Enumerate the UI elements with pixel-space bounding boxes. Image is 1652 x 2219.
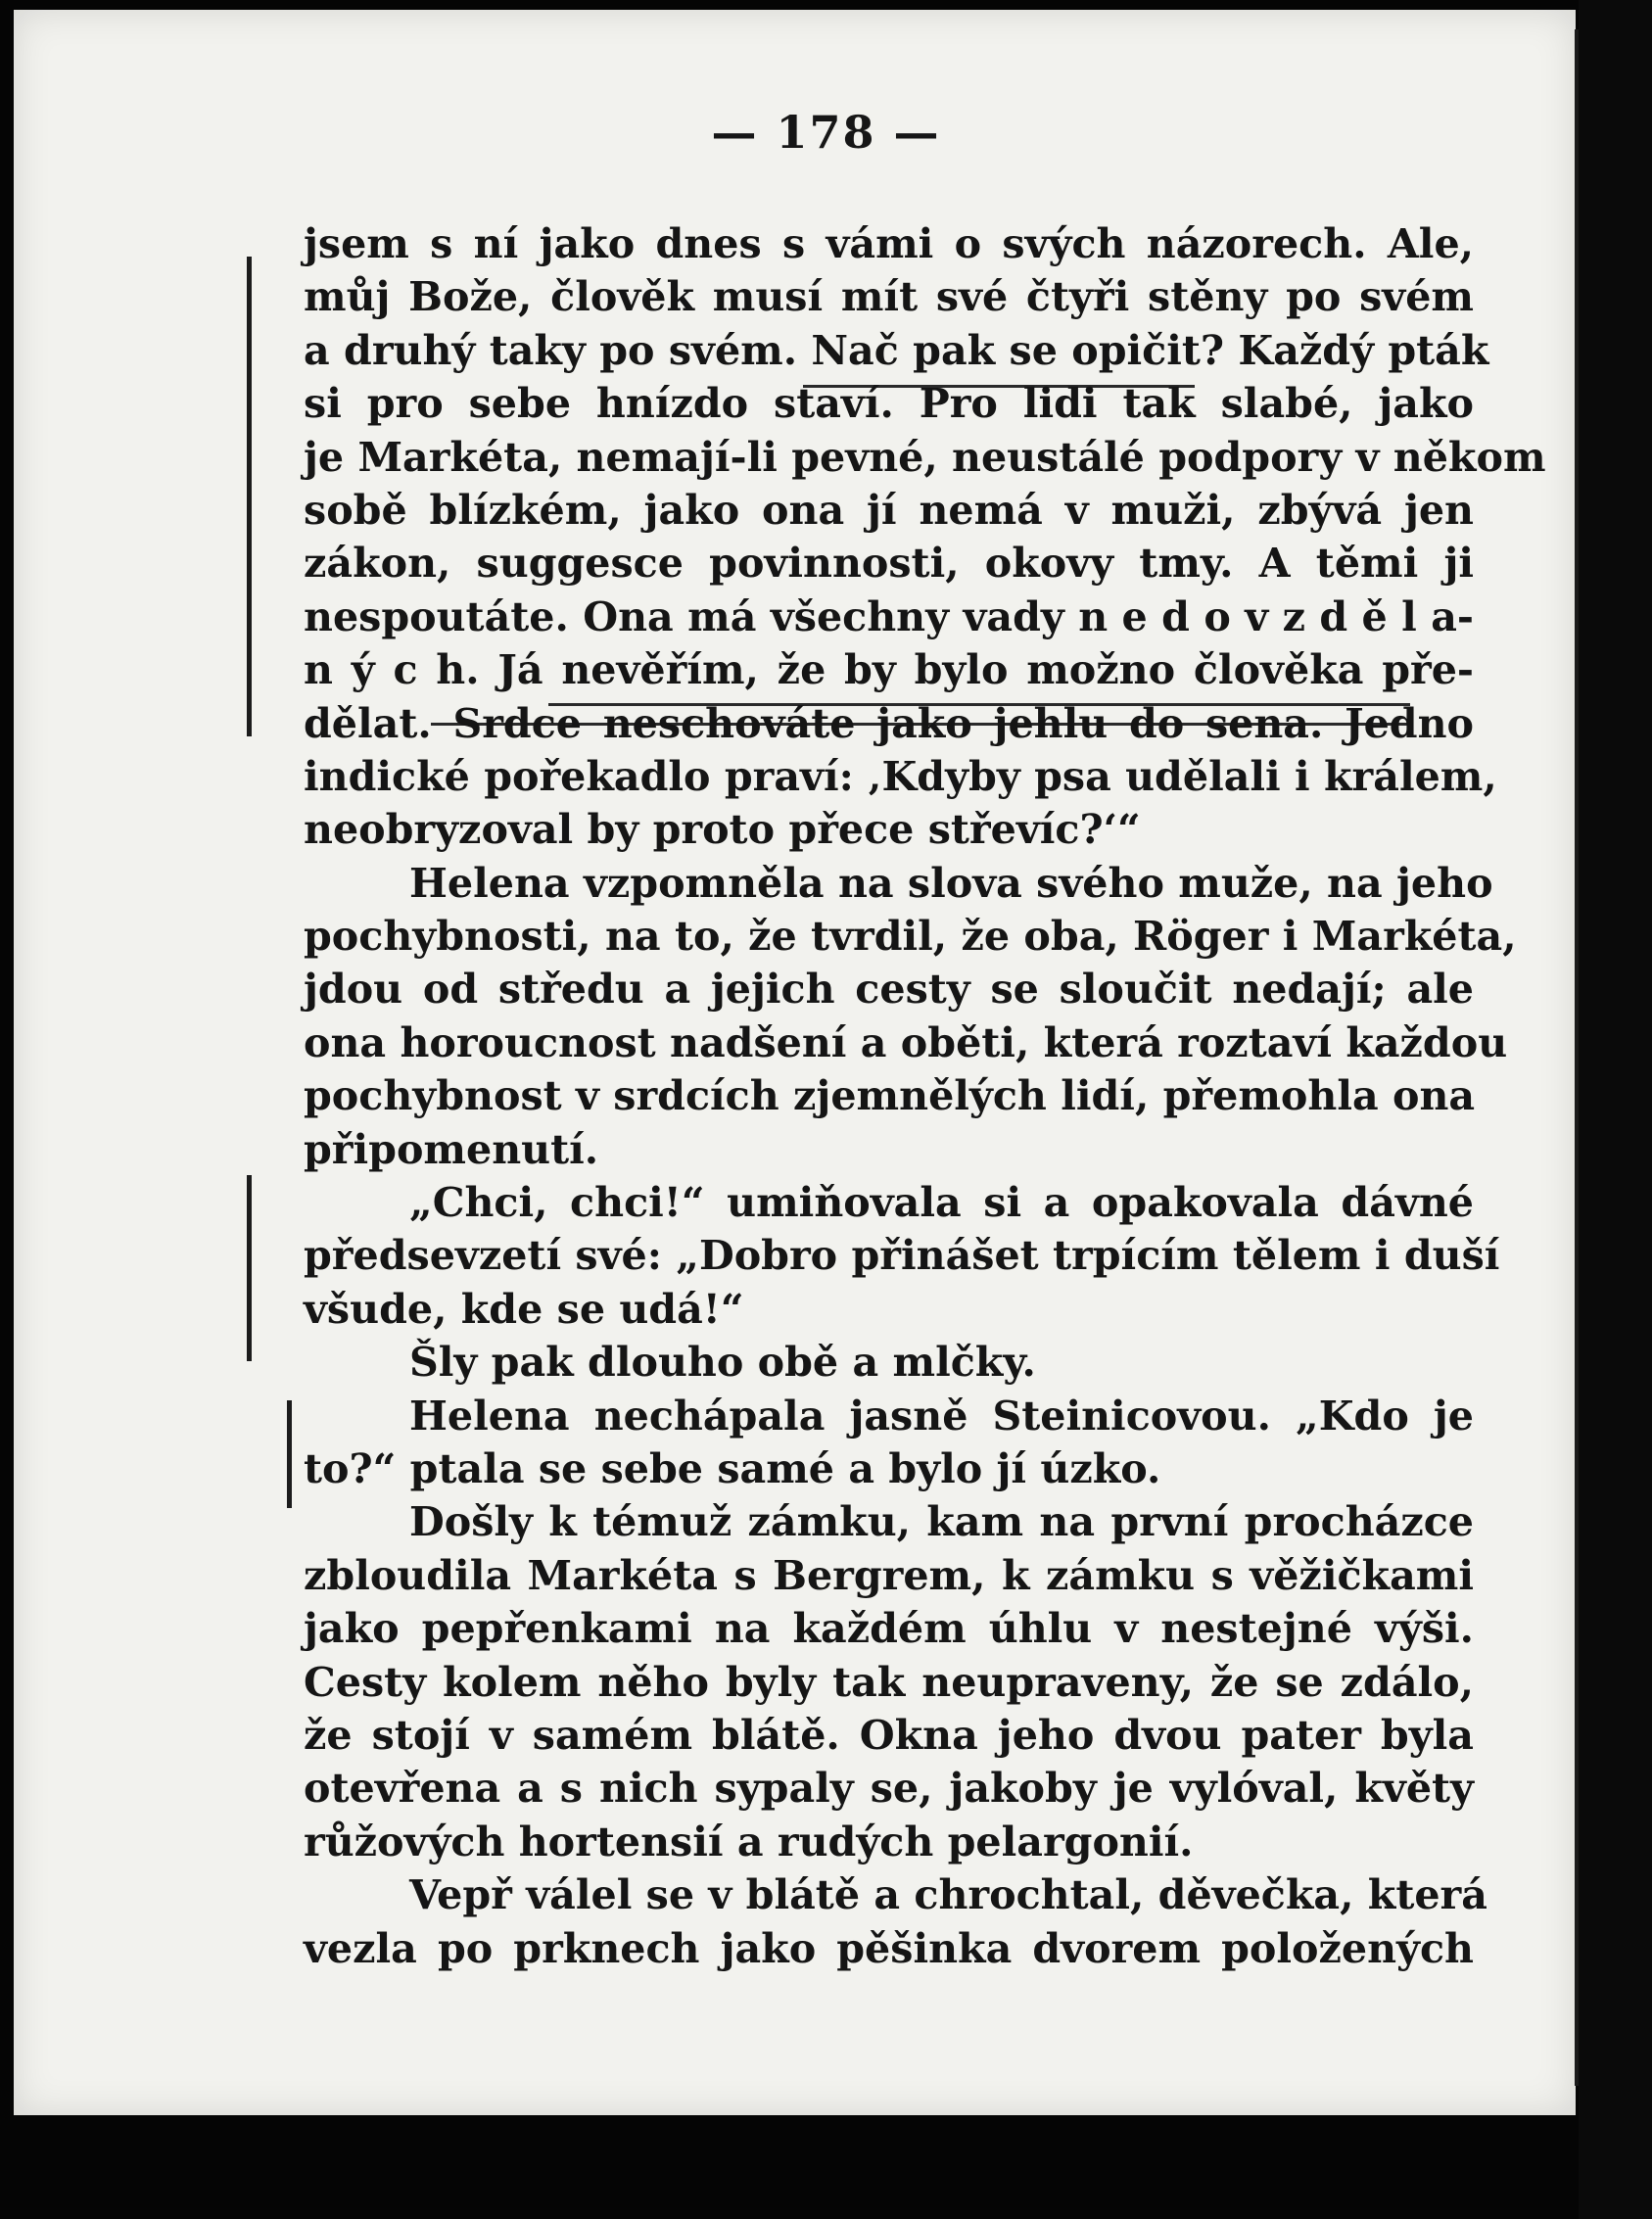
text-line: všude, kde se udá!“ xyxy=(304,1284,744,1333)
text-line: nespoutáte. Ona má všechny vady n e d o v z d ě l a- xyxy=(304,591,1474,640)
body-text xyxy=(304,217,1546,1975)
text-line: „Chci, chci!“ umiňovala si a opakovala dávné xyxy=(409,1178,1474,1227)
text-line: otevřena a s nich sypaly se, jakoby je vylóval, květy xyxy=(304,1764,1474,1813)
book-binding-edge xyxy=(1579,0,1652,2219)
text-line: indické pořekadlo praví: ‚Kdyby psa udělali i králem, xyxy=(304,751,1497,800)
margin-mark-bottom xyxy=(287,1400,292,1508)
text-line: že stojí v samém blátě. Okna jeho dvou pater byla xyxy=(304,1710,1474,1759)
margin-mark-top xyxy=(247,257,252,736)
page-number: — 178 — xyxy=(711,106,941,159)
text-line: jsem s ní jako dnes s vámi o svých názorech. Ale, xyxy=(304,219,1474,267)
text-line: dělat. Srdce neschováte jako jehlu do sena. Jedno xyxy=(304,698,1474,747)
text-line: Helena nechápala jasně Steinicovou. „Kdo je xyxy=(409,1391,1474,1440)
text-line: je Markéta, nemají-li pevné, neustálé podpory v někom xyxy=(304,432,1546,481)
text-line: jako pepřenkami na každém úhlu v nestejné výši. xyxy=(304,1604,1474,1653)
text-line: ona horoucnost nadšení a oběti, která roztaví každou xyxy=(304,1017,1508,1066)
text-line: můj Bože, člověk musí mít své čtyři stěny po svém xyxy=(304,272,1474,321)
text-line: zákon, suggesce povinnosti, okovy tmy. A těmi ji xyxy=(304,539,1474,588)
text-line: vezla po prknech jako pěšinka dvorem položených xyxy=(304,1923,1474,1972)
text-line: si pro sebe hnízdo staví. Pro lidi tak slabé, jako xyxy=(304,379,1474,428)
text-line: neobryzoval by proto přece střevíc?‘“ xyxy=(304,805,1141,854)
text-line: pochybnost v srdcích zjemnělých lidí, přemohla ona xyxy=(304,1071,1476,1120)
text-line: n ý c h. Já nevěřím, že by bylo možno člověka pře- xyxy=(304,645,1474,694)
text-line: jdou od středu a jejich cesty se sloučit nedají; ale xyxy=(304,965,1474,1014)
text-line: Cesty kolem něho byly tak neupraveny, že se zdálo, xyxy=(304,1657,1474,1706)
text-line: předsevzetí své: „Dobro přinášet trpícím tělem i duší xyxy=(304,1231,1500,1280)
text-line: připomenutí. xyxy=(304,1124,599,1173)
margin-mark-middle xyxy=(247,1175,252,1361)
text-line: Šly pak dlouho obě a mlčky. xyxy=(409,1338,1036,1387)
text-line: a druhý taky po svém. Nač pak se opičit? Každý pták xyxy=(304,325,1489,374)
text-line: zbloudila Markéta s Bergrem, k zámku s věžičkami xyxy=(304,1550,1474,1599)
text-line: pochybnosti, na to, že tvrdil, že oba, Röger i Markéta, xyxy=(304,912,1517,961)
text-line: sobě blízkém, jako ona jí nemá v muži, zbývá jen xyxy=(304,485,1474,534)
text-line: růžových hortensií a rudých pelargonií. xyxy=(304,1817,1194,1865)
text-line: Helena vzpomněla na slova svého muže, na jeho xyxy=(409,858,1493,907)
text-line: to?“ ptala se sebe samé a bylo jí úzko. xyxy=(304,1443,1161,1492)
text-line: Došly k témuž zámku, kam na první procházce xyxy=(409,1497,1474,1546)
text-line: Vepř válel se v blátě a chrochtal, děvečka, která xyxy=(409,1870,1487,1919)
